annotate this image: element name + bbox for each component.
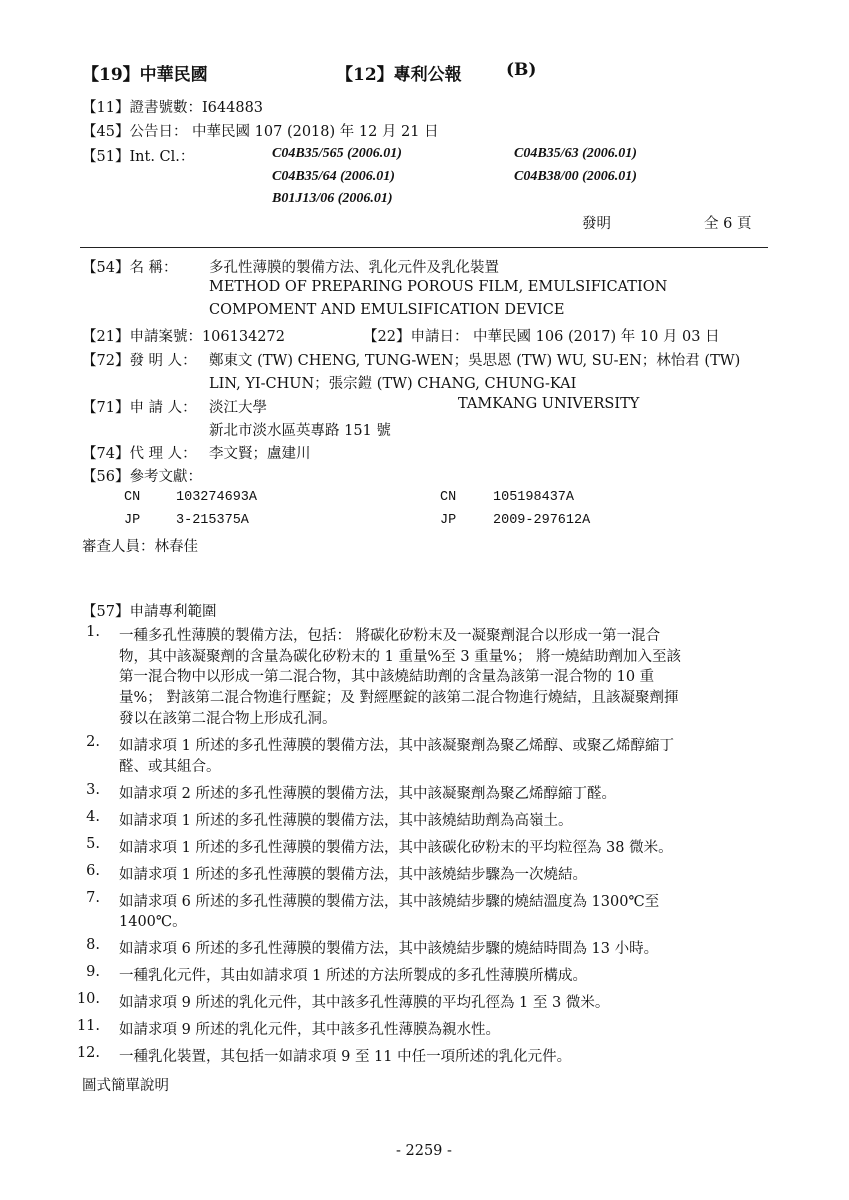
kind-code: (B) (506, 60, 537, 80)
claim-text: 一種乳化裝置，其包括一如請求項 9 至 11 中任一項所述的乳化元件。 (119, 1049, 572, 1066)
references-label: 【56】參考文獻： (82, 469, 202, 485)
drawings-note: 圖式簡單說明 (82, 1078, 169, 1094)
claim-text: 發以在該第二混合物上形成孔洞。 (119, 710, 337, 727)
claim-text: 一種乳化元件，其由如請求項 1 所述的方法所製成的多孔性薄膜所構成。 (119, 968, 587, 985)
claim-text: 醛、或其組合。 (119, 758, 221, 775)
applicant-address: 新北市淡水區英專路 151 號 (209, 423, 391, 439)
application-number: 【21】申請案號：106134272 (82, 329, 285, 345)
ref-country: CN (440, 490, 457, 505)
claim-text: 如請求項 6 所述的多孔性薄膜的製備方法，其中該燒結步驟的燒結時間為 13 小時。 (119, 941, 659, 958)
title-zh: 多孔性薄膜的製備方法、乳化元件及乳化裝置 (209, 260, 499, 276)
claim-text: 一種多孔性薄膜的製備方法，包括： 將碳化矽粉末及一凝聚劑混合以形成一第一混合 (119, 628, 661, 644)
examiner: 審查人員：林春佳 (82, 539, 198, 555)
page-number: - 2259 - (396, 1143, 452, 1159)
ref-number: 105198437A (493, 490, 575, 505)
claim-number: 1. (86, 624, 100, 640)
total-pages: 全 6 頁 (704, 216, 752, 232)
claim-text: 如請求項 1 所述的多孔性薄膜的製備方法，其中該碳化矽粉末的平均粒徑為 38 微米。 (119, 839, 673, 856)
claim-text: 如請求項 1 所述的多孔性薄膜的製備方法，其中該凝聚劑為聚乙烯醇、或聚乙烯醇縮丁 (119, 737, 674, 754)
patent-category: 發明 (582, 216, 611, 232)
ipc-code: C04B38/00 (2006.01) (514, 169, 637, 184)
ref-country: JP (440, 513, 457, 528)
claim-text: 1400℃。 (119, 914, 187, 931)
title-label: 【54】名 稱： (82, 260, 178, 276)
ref-number: 103274693A (176, 490, 258, 505)
office-code: 【19】中華民國 (82, 65, 208, 85)
application-date: 【22】申請日： 中華民國 106 (2017) 年 10 月 03 日 (363, 329, 720, 345)
claim-text: 第一混合物中以形成一第二混合物，其中該燒結助劑的含量為該第一混合物的 10 重 (119, 669, 655, 686)
claim-text: 如請求項 6 所述的多孔性薄膜的製備方法，其中該燒結步驟的燒結溫度為 1300℃至 (119, 893, 660, 910)
claim-number: 10. (76, 991, 100, 1008)
claim-number: 12. (76, 1045, 100, 1062)
ref-number: 3-215375A (176, 513, 249, 528)
certificate-number: 【11】證書號數：I644883 (82, 100, 264, 116)
claim-text: 物，其中該凝聚劑的含量為碳化矽粉末的 1 重量%至 3 重量%； 將一燒結助劑加入至該 (119, 648, 682, 665)
inventors: 鄭東文 (TW) CHENG, TUNG-WEN；吳思恩 (TW) WU, SU-EN；林怡君 (TW) (209, 353, 741, 369)
applicant-zh: 淡江大學 (209, 400, 267, 416)
title-en: COMPOMENT AND EMULSIFICATION DEVICE (209, 302, 565, 318)
int-cl-label: 【51】Int. Cl.： (82, 149, 195, 165)
claim-number: 6. (86, 862, 100, 879)
ref-country: JP (124, 513, 141, 528)
claim-text: 如請求項 2 所述的多孔性薄膜的製備方法，其中該凝聚劑為聚乙烯醇縮丁醛。 (119, 785, 616, 802)
claim-text: 如請求項 9 所述的乳化元件，其中該多孔性薄膜的平均孔徑為 1 至 3 微米。 (119, 995, 610, 1012)
ipc-code: C04B35/565 (2006.01) (272, 146, 402, 161)
claim-number: 5. (86, 835, 100, 852)
claim-number: 7. (86, 889, 100, 906)
claim-text: 如請求項 9 所述的乳化元件，其中該多孔性薄膜為親水性。 (119, 1022, 500, 1039)
claim-number: 8. (86, 937, 100, 954)
title-en: METHOD OF PREPARING POROUS FILM, EMULSIFICATION (209, 279, 668, 295)
ipc-code: C04B35/63 (2006.01) (514, 146, 637, 161)
claim-number: 9. (86, 964, 100, 981)
publication-date: 【45】公告日： 中華民國 107 (2018) 年 12 月 21 日 (82, 124, 439, 140)
inventors: LIN, YI-CHUN；張宗鎧 (TW) CHANG, CHUNG-KAI (209, 376, 577, 392)
ref-country: CN (124, 490, 141, 505)
claim-text: 量%； 對該第二混合物進行壓錠；及 對經壓錠的該第二混合物進行燒結，且該凝聚劑揮 (119, 690, 679, 707)
agents: 李文賢；盧建川 (209, 446, 311, 462)
ipc-code: C04B35/64 (2006.01) (272, 169, 395, 184)
header-divider (80, 247, 768, 248)
claim-number: 2. (86, 733, 100, 750)
applicant-label: 【71】申 請 人： (82, 400, 197, 416)
claim-number: 11. (76, 1018, 100, 1035)
ipc-code: B01J13/06 (2006.01) (272, 191, 393, 206)
claim-number: 3. (86, 781, 100, 798)
claims-heading: 【57】申請專利範圍 (82, 604, 217, 620)
claim-number: 4. (86, 808, 100, 825)
agent-label: 【74】代 理 人： (82, 446, 197, 462)
doc-type: 【12】專利公報 (336, 65, 462, 85)
inventor-label: 【72】發 明 人： (82, 353, 197, 369)
applicant-en: TAMKANG UNIVERSITY (458, 396, 640, 412)
ref-number: 2009-297612A (493, 513, 591, 528)
claim-text: 如請求項 1 所述的多孔性薄膜的製備方法，其中該燒結步驟為一次燒結。 (119, 866, 587, 883)
claim-text: 如請求項 1 所述的多孔性薄膜的製備方法，其中該燒結助劑為高嶺土。 (119, 812, 573, 829)
